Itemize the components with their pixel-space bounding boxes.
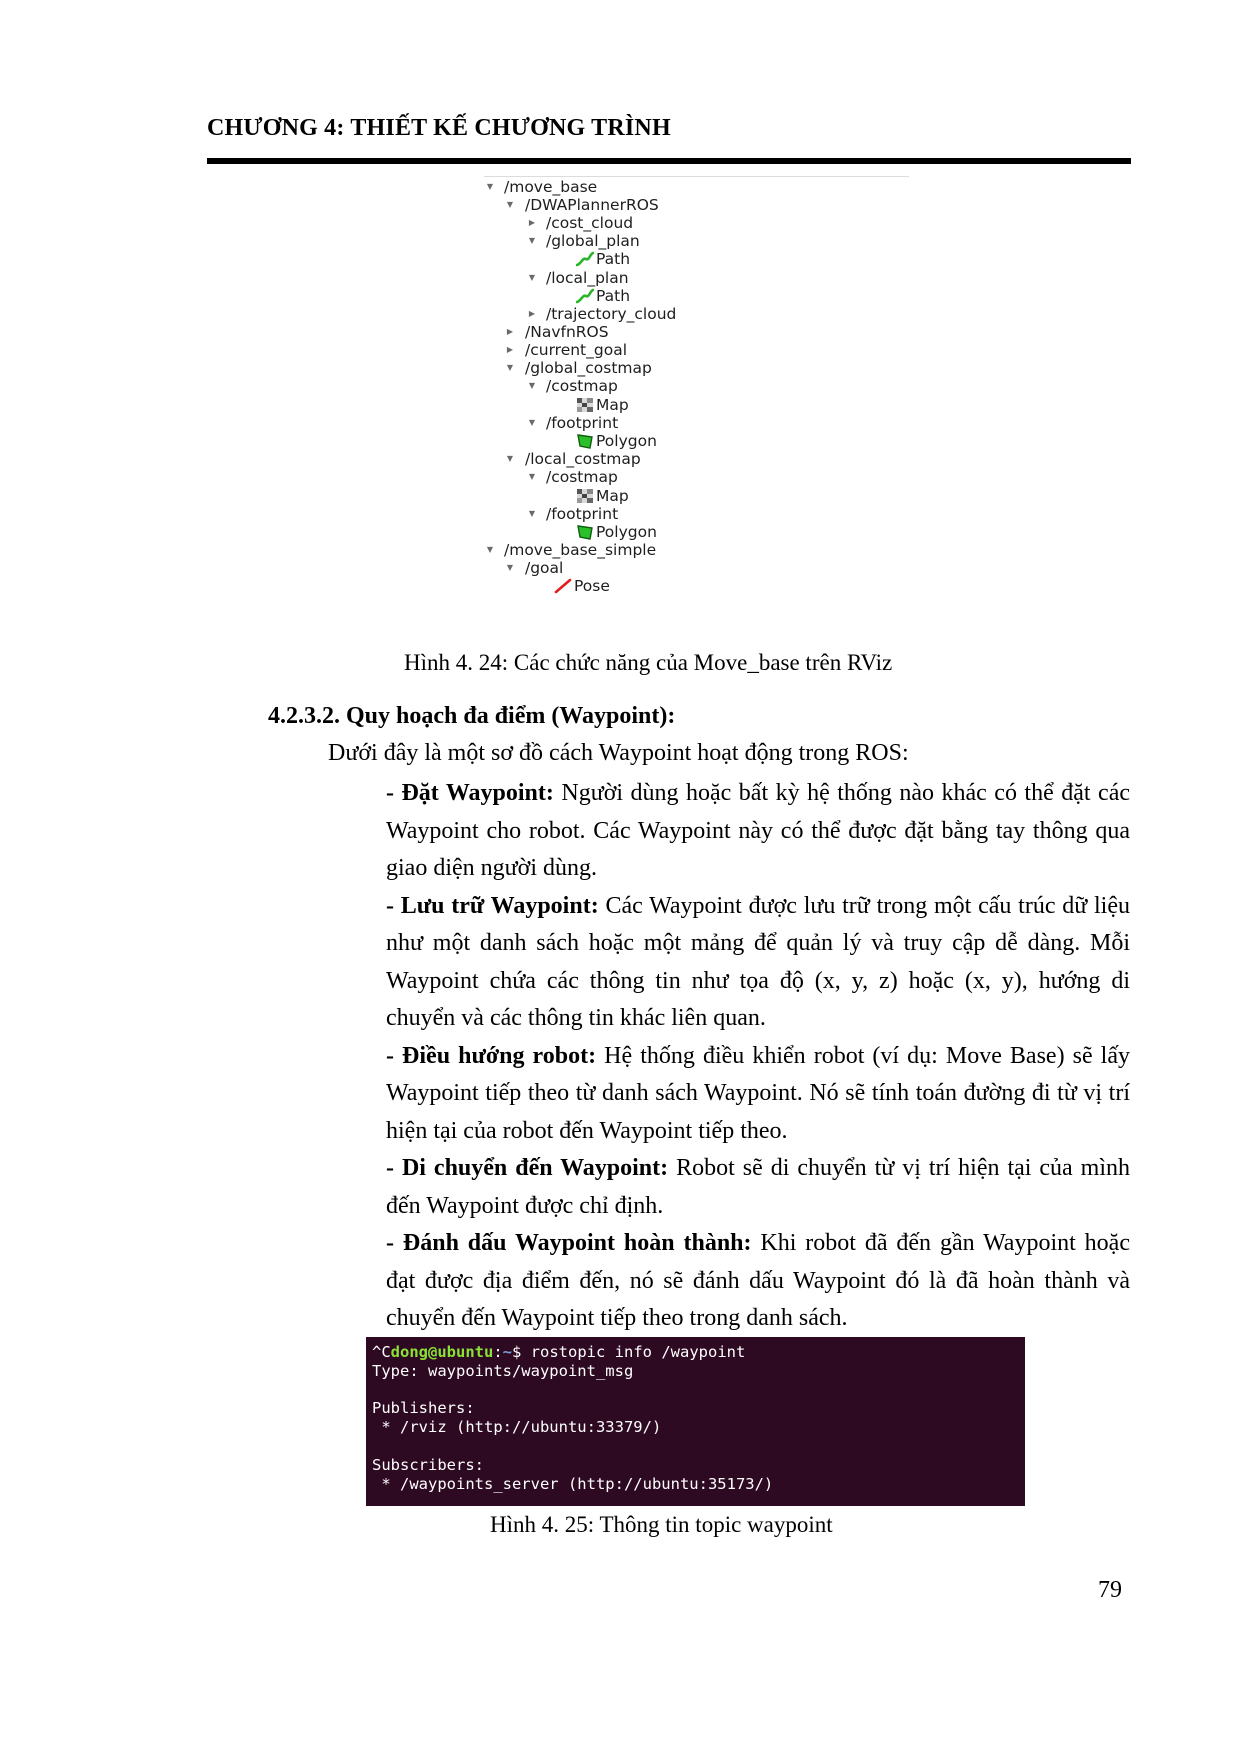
terminal-output-line: [372, 1381, 1019, 1400]
terminal-output-line: Publishers:: [372, 1399, 475, 1418]
item-text: Hệ thống điều khiển robot (ví dụ: Move Base) sẽ lấy Waypoint tiếp theo từ danh sách Waypoint. Nó sẽ tính toán đường đi từ vị trí hiện tại của robot đến Waypoint tiếp theo.: [386, 1042, 1130, 1144]
collapse-arrow-icon[interactable]: ▶: [528, 309, 536, 318]
terminal-output-line: * /waypoints_server (http://ubuntu:35173/): [372, 1474, 774, 1493]
terminal-command: rostopic info /waypoint: [530, 1343, 746, 1361]
polygon-icon: [576, 433, 594, 449]
expand-arrow-icon[interactable]: ▼: [528, 381, 536, 390]
map-icon: [576, 488, 594, 504]
expand-arrow-icon[interactable]: ▼: [528, 509, 536, 518]
expand-arrow-icon[interactable]: ▼: [506, 563, 514, 572]
expand-arrow-icon[interactable]: ▼: [528, 236, 536, 245]
terminal-output-line: * /rviz (http://ubuntu:33379/): [372, 1418, 662, 1437]
figure-caption: Hình 4. 24: Các chức năng của Move_base trên RViz: [404, 650, 893, 675]
prompt-prefix: ^C: [372, 1343, 391, 1361]
tree-row-label: Path: [596, 287, 631, 305]
section-intro: Dưới đây là một sơ đồ cách Waypoint hoạt động trong ROS:: [328, 740, 909, 766]
list-item: [386, 1225, 1130, 1338]
list-item: [386, 1038, 1130, 1151]
item-term: - Lưu trữ Waypoint:: [386, 892, 599, 919]
tree-row-label: /NavfnROS: [525, 323, 609, 341]
prompt-separator: :: [493, 1343, 503, 1361]
expand-arrow-icon[interactable]: ▼: [506, 200, 514, 209]
tree-row-label: /move_base: [504, 178, 598, 196]
tree-row-label: /costmap: [546, 468, 618, 486]
terminal-output-line: Type: waypoints/waypoint_msg: [372, 1361, 634, 1380]
tree-row-label: /local_costmap: [525, 450, 641, 468]
tree-row-label: /costmap: [546, 377, 618, 395]
path-icon: [576, 251, 594, 267]
terminal-prompt-line: [372, 1343, 1019, 1362]
tree-row-label: Path: [596, 250, 631, 268]
collapse-arrow-icon[interactable]: ▶: [528, 218, 536, 227]
prompt-user-host: dong@ubuntu: [390, 1343, 494, 1361]
rviz-display-tree: [484, 176, 909, 653]
tree-row-label: /footprint: [546, 505, 619, 523]
tree-row-label: Polygon: [596, 523, 657, 541]
terminal-output-line: [372, 1437, 1019, 1456]
tree-row-label: Polygon: [596, 432, 657, 450]
tree-row-label: /global_costmap: [525, 359, 652, 377]
item-term: - Điều hướng robot:: [386, 1042, 597, 1069]
prompt-path: ~: [502, 1343, 513, 1361]
terminal-output-line: Subscribers:: [372, 1455, 484, 1474]
expand-arrow-icon[interactable]: ▼: [528, 418, 536, 427]
item-term: - Di chuyển đến Waypoint:: [386, 1155, 669, 1181]
chapter-header: CHƯƠNG 4: THIẾT KẾ CHƯƠNG TRÌNH: [207, 115, 671, 141]
tree-row-label: /move_base_simple: [504, 541, 657, 559]
pose-icon: [554, 578, 572, 594]
tree-row-label: /goal: [525, 559, 564, 577]
terminal-window[interactable]: [366, 1337, 1025, 1506]
list-item: [386, 888, 1130, 1038]
expand-arrow-icon[interactable]: ▼: [528, 273, 536, 282]
tree-row-label: /global_plan: [546, 232, 640, 250]
item-text: Các Waypoint được lưu trữ trong một cấu trúc dữ liệu như một danh sách hoặc một mảng để quản lý và truy cập dễ dàng. Mỗi Waypoint chứa các thông tin như tọa độ (x, y, z) hoặc (x, y), hướng di chuyển và các thông tin khác liên quan.: [386, 892, 1130, 1031]
tree-row-label: Pose: [574, 577, 610, 595]
expand-arrow-icon[interactable]: ▼: [506, 454, 514, 463]
tree-row-label: /trajectory_cloud: [546, 305, 677, 323]
path-icon: [576, 288, 594, 304]
item-text: Người dùng hoặc bất kỳ hệ thống nào khác có thể đặt các Waypoint cho robot. Các Waypoint này có thể được đặt bằng tay thông qua giao diện người dùng.: [386, 780, 1130, 881]
figure-caption: Hình 4. 25: Thông tin topic waypoint: [490, 1512, 833, 1537]
list-item: [386, 775, 1130, 888]
item-term: - Đặt Waypoint:: [386, 780, 554, 806]
tree-row-label: Map: [596, 487, 629, 505]
collapse-arrow-icon[interactable]: ▶: [506, 345, 514, 354]
waypoint-steps: [386, 775, 1130, 1338]
header-rule: [207, 158, 1131, 164]
expand-arrow-icon[interactable]: ▼: [506, 363, 514, 372]
item-text: Khi robot đã đến gần Waypoint hoặc đạt được địa điểm đến, nó sẽ đánh dấu Waypoint đó là đã hoàn thành và chuyển đến Waypoint tiếp theo trong danh sách.: [386, 1230, 1130, 1331]
tree-row-label: /local_plan: [546, 269, 629, 287]
tree-row-label: /cost_cloud: [546, 214, 634, 232]
tree-row-label: Map: [596, 396, 629, 414]
expand-arrow-icon[interactable]: ▼: [486, 545, 494, 554]
expand-arrow-icon[interactable]: ▼: [528, 472, 536, 481]
tree-row-label: /DWAPlannerROS: [525, 196, 659, 214]
tree-row-label: /current_goal: [525, 341, 628, 359]
map-icon: [576, 397, 594, 413]
prompt-end: $: [512, 1343, 531, 1361]
expand-arrow-icon[interactable]: ▼: [486, 182, 494, 191]
polygon-icon: [576, 524, 594, 540]
item-text: Robot sẽ di chuyển từ vị trí hiện tại của mình đến Waypoint được chỉ định.: [386, 1155, 1131, 1219]
list-item: [386, 1150, 1130, 1225]
page-number: 79: [1098, 1577, 1122, 1603]
collapse-arrow-icon[interactable]: ▶: [506, 327, 514, 336]
item-term: - Đánh dấu Waypoint hoàn thành:: [386, 1230, 752, 1256]
tree-row-label: /footprint: [546, 414, 619, 432]
section-title: 4.2.3.2. Quy hoạch đa điểm (Waypoint):: [268, 703, 676, 729]
